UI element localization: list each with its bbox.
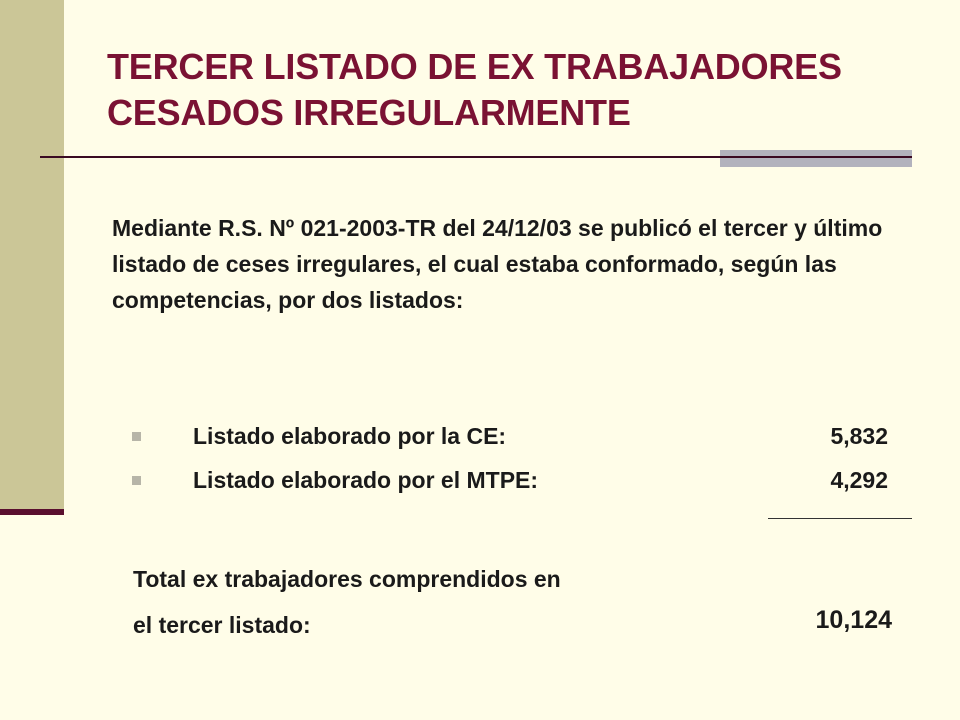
list-item-label: Listado elaborado por la CE:	[193, 423, 507, 449]
list-item-value: 5,832	[830, 423, 888, 449]
total-label-line-1: Total ex trabajadores comprendidos en	[133, 566, 561, 592]
slide-title-line-1: TERCER LISTADO DE EX TRABAJADORES	[107, 46, 842, 87]
sum-line	[768, 518, 912, 519]
intro-paragraph: Mediante R.S. Nº 021-2003-TR del 24/12/03 se publicó el tercer y último listado de ceses irregulares, el cual estaba conformado, según las competencias, por dos listados:	[112, 215, 883, 313]
slide-title	[107, 44, 927, 136]
list-item-mtpe	[132, 462, 892, 498]
square-bullet-icon	[132, 476, 141, 485]
list-item-label: Listado elaborado por el MTPE:	[193, 467, 539, 493]
title-accent-bar	[720, 150, 912, 167]
list-item-value: 4,292	[830, 467, 888, 493]
list-item-ce	[132, 418, 892, 454]
total-label-line-2: el tercer listado:	[133, 612, 311, 638]
left-decorative-band	[0, 0, 64, 512]
slide-title-line-2: CESADOS IRREGULARMENTE	[107, 92, 631, 133]
title-accent-line	[720, 156, 912, 158]
total-value: 10,124	[815, 606, 892, 634]
total-label	[133, 556, 753, 648]
square-bullet-icon	[132, 432, 141, 441]
left-band-accent-line	[0, 509, 64, 515]
